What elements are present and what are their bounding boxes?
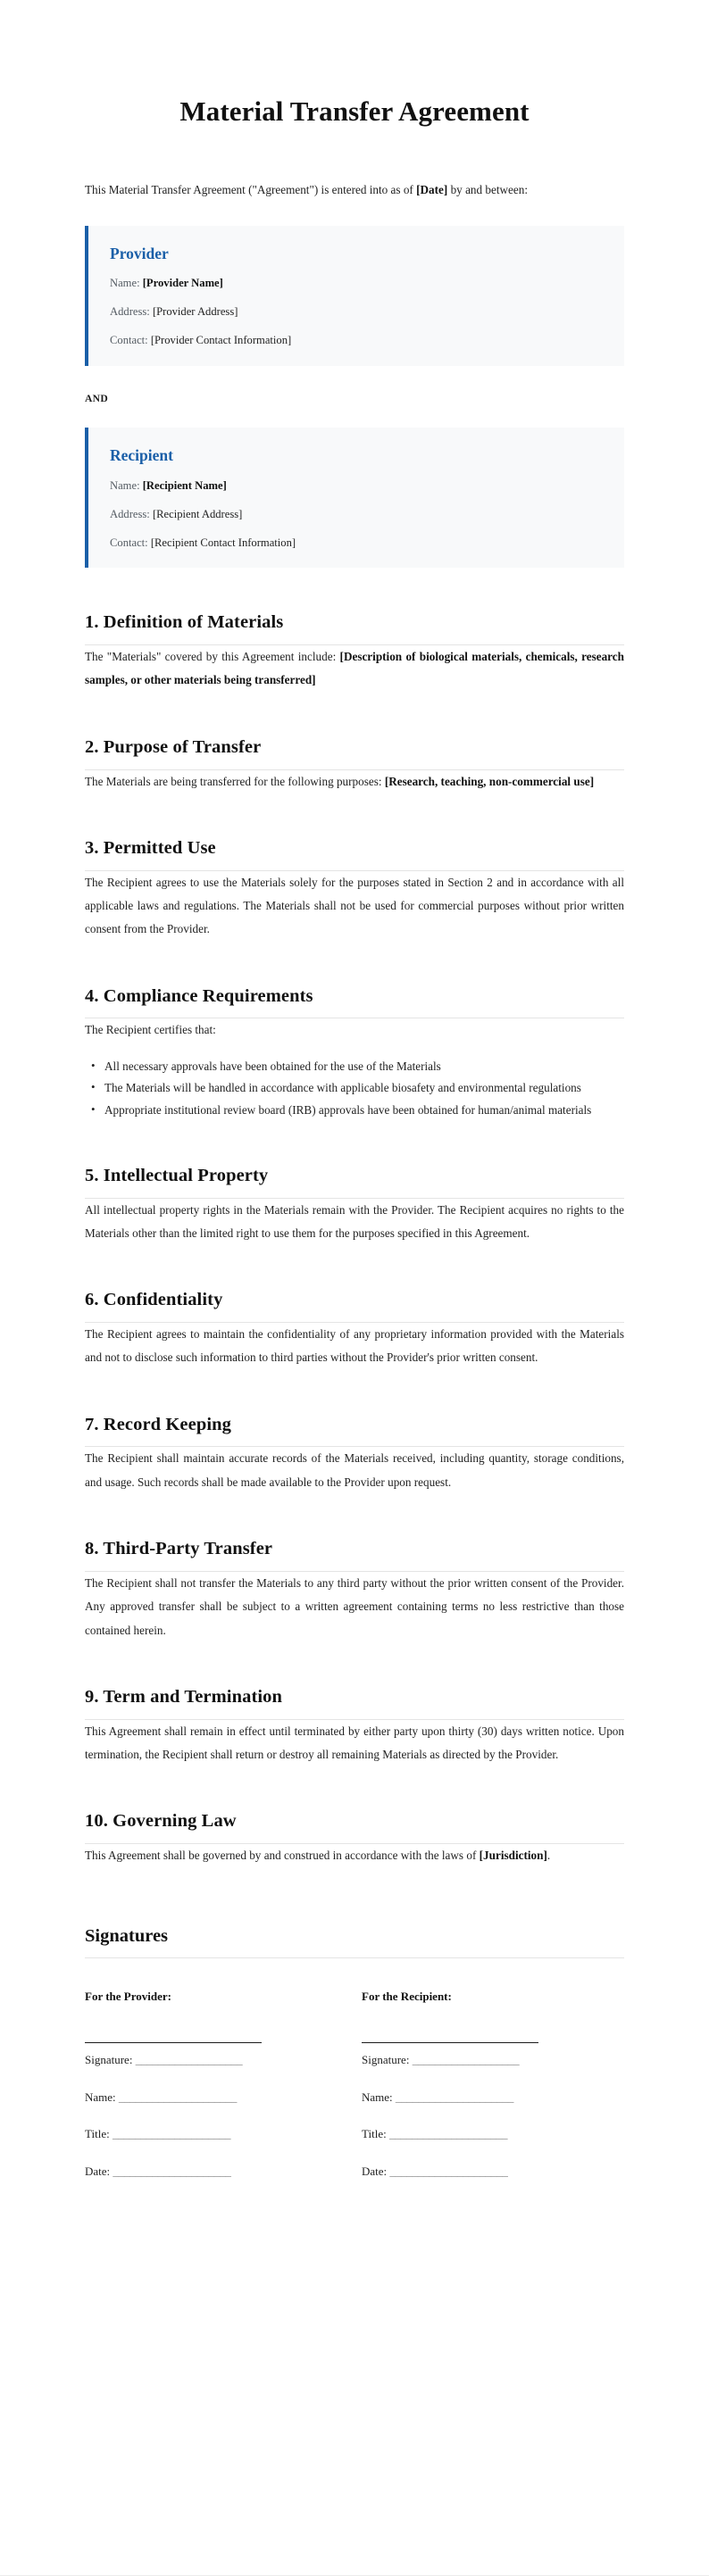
signature-grid <box>85 1989 624 2180</box>
section-2 <box>85 736 624 794</box>
provider-name-value: [Provider Name] <box>142 277 223 290</box>
recipient-name-row <box>110 478 605 494</box>
section-10-body-text: This Agreement shall be governed by and construed in accordance with the laws of <box>85 1849 480 1863</box>
provider-name-label: Name: <box>110 277 140 290</box>
bottom-spacer <box>85 2180 624 2285</box>
section-1-body-text: The "Materials" covered by this Agreement include: <box>85 650 340 664</box>
recipient-signature-field[interactable] <box>362 2051 624 2069</box>
provider-title-blank: _____________________ <box>112 2127 231 2141</box>
section-10-body-end: . <box>546 1849 551 1863</box>
recipient-title-field[interactable] <box>362 2125 624 2143</box>
section-5-body: All intellectual property rights in the Materials remain with the Provider. The Recipient acquires no rights to the Materials other than the limited right to use them for the purposes specified in this Agreement. <box>85 1202 624 1240</box>
recipient-signature-block <box>354 1989 624 2180</box>
recipient-address-row <box>110 506 605 523</box>
recipient-name-field[interactable] <box>362 2089 624 2107</box>
section-8-body: The Recipient shall not transfer the Materials to any third party without the prior written consent of the Provider. Any approved transfer shall be subject to a written agreement containing terms no less restrictive than those contained herein. <box>85 1575 624 1637</box>
provider-name-blank: _____________________ <box>118 2090 238 2104</box>
recipient-date-blank: _____________________ <box>389 2164 508 2178</box>
section-10 <box>85 1810 624 1867</box>
section-1 <box>85 611 624 692</box>
provider-signature-blank: ___________________ <box>135 2053 243 2067</box>
recipient-name-label: Name: <box>110 478 140 492</box>
recipient-name-value: [Recipient Name] <box>142 478 227 492</box>
section-3-body: The Recipient agrees to use the Materials solely for the purposes stated in Section 2 and in accordance with all applicable laws and regulations. The Materials shall not be used for commercial purposes without prior written consent from the Provider. <box>85 875 624 936</box>
recipient-name-field-label: Name: <box>362 2090 393 2104</box>
jurisdiction-placeholder: [Jurisdiction] <box>479 1849 547 1863</box>
section-3 <box>85 837 624 942</box>
provider-address-label: Address: <box>110 305 150 319</box>
provider-address-row <box>110 303 605 320</box>
provider-signature-field-label: Signature: <box>85 2053 133 2067</box>
section-3-heading: 3. Permitted Use <box>85 837 624 871</box>
provider-title-field-label: Title: <box>85 2127 110 2141</box>
recipient-address-value: [Recipient Address] <box>152 507 243 520</box>
section-4 <box>85 985 624 1121</box>
recipient-title-blank: _____________________ <box>388 2127 508 2141</box>
provider-name-field-label: Name: <box>85 2090 116 2104</box>
provider-title-field[interactable] <box>85 2125 354 2143</box>
provider-contact-label: Contact: <box>110 334 148 347</box>
recipient-heading: Recipient <box>110 446 173 465</box>
recipient-name-blank: _____________________ <box>395 2090 514 2104</box>
list-item: • Appropriate institutional review board (IRB) approvals have been obtained for human/animal materials <box>104 1101 624 1121</box>
section-5-heading: 5. Intellectual Property <box>85 1165 624 1199</box>
section-10-body <box>85 1844 624 1867</box>
provider-date-field[interactable] <box>85 2163 354 2181</box>
section-6-heading: 6. Confidentiality <box>85 1289 624 1323</box>
section-7-body: The Recipient shall maintain accurate records of the Materials received, including quantity, storage conditions, and usage. Such records shall be made available to the Provider upon request. <box>85 1451 624 1489</box>
section-8-heading: 8. Third-Party Transfer <box>85 1538 624 1572</box>
provider-name-field[interactable] <box>85 2089 354 2107</box>
section-8 <box>85 1538 624 1642</box>
recipient-contact-row <box>110 535 605 552</box>
section-1-heading: 1. Definition of Materials <box>85 611 624 645</box>
section-4-heading: 4. Compliance Requirements <box>85 985 624 1019</box>
provider-signature-field[interactable] <box>85 2051 354 2069</box>
provider-date-field-label: Date: <box>85 2164 111 2178</box>
section-9-heading: 9. Term and Termination <box>85 1686 624 1720</box>
provider-signature-rule <box>85 2042 262 2043</box>
list-item: • The Materials will be handled in accordance with applicable biosafety and environmental regulations <box>104 1078 624 1099</box>
section-2-body-text: The Materials are being transferred for the following purposes: <box>85 774 385 788</box>
provider-contact-value: [Provider Contact Information] <box>150 334 292 347</box>
recipient-signature-field-label: Signature: <box>362 2053 410 2067</box>
recipient-date-field-label: Date: <box>362 2164 388 2178</box>
recipient-contact-label: Contact: <box>110 536 148 549</box>
section-7-heading: 7. Record Keeping <box>85 1414 624 1448</box>
compliance-bullet-list <box>85 1057 624 1121</box>
recipient-party-box <box>85 428 624 568</box>
section-2-placeholder: [Research, teaching, non-commercial use] <box>384 774 595 788</box>
intro-date-placeholder: [Date] <box>416 183 448 197</box>
recipient-contact-value: [Recipient Contact Information] <box>150 536 296 549</box>
signatures-heading: Signatures <box>85 1925 624 1959</box>
and-separator: AND <box>85 393 109 405</box>
section-5 <box>85 1165 624 1245</box>
section-1-body <box>85 645 624 693</box>
section-7 <box>85 1414 624 1494</box>
section-10-heading: 10. Governing Law <box>85 1810 624 1844</box>
signatures-section <box>85 1925 624 2286</box>
intro-text-before: This Material Transfer Agreement ("Agreement") is entered into as of <box>85 183 417 197</box>
provider-address-value: [Provider Address] <box>152 305 238 319</box>
list-item: • All necessary approvals have been obtained for the use of the Materials <box>104 1057 624 1077</box>
section-1-placeholder: [Description of biological materials, chemicals, research samples, or other materials being transferred] <box>85 650 624 687</box>
recipient-date-field[interactable] <box>362 2163 624 2181</box>
intro-text-after: by and between: <box>447 183 528 197</box>
intro-paragraph <box>85 179 624 202</box>
recipient-signature-label: For the Recipient: <box>362 1990 452 2004</box>
section-2-body <box>85 770 624 794</box>
provider-heading: Provider <box>110 244 169 262</box>
recipient-signature-blank: ___________________ <box>412 2053 520 2067</box>
section-6-body: The Recipient agrees to maintain the confidentiality of any proprietary information provided with the Materials and not to disclose such information to third parties without the Provider's prior written consent. <box>85 1326 624 1365</box>
section-9-body: This Agreement shall remain in effect until terminated by either party upon thirty (30) days written notice. Upon termination, the Recipient shall return or destroy all remaining Materials as directed by the Provider. <box>85 1724 624 1762</box>
section-2-heading: 2. Purpose of Transfer <box>85 736 624 770</box>
section-9 <box>85 1686 624 1766</box>
recipient-signature-rule <box>362 2042 538 2043</box>
recipient-title-field-label: Title: <box>362 2127 387 2141</box>
provider-signature-label: For the Provider: <box>85 1990 171 2004</box>
section-4-lead: The Recipient certifies that: <box>85 1023 216 1037</box>
provider-date-blank: _____________________ <box>113 2164 231 2178</box>
provider-party-box <box>85 226 624 366</box>
provider-contact-row <box>110 332 605 349</box>
recipient-address-label: Address: <box>110 507 150 520</box>
page-title: Material Transfer Agreement <box>179 96 530 127</box>
provider-signature-block <box>85 1989 354 2180</box>
provider-name-row <box>110 275 605 292</box>
section-6 <box>85 1289 624 1369</box>
